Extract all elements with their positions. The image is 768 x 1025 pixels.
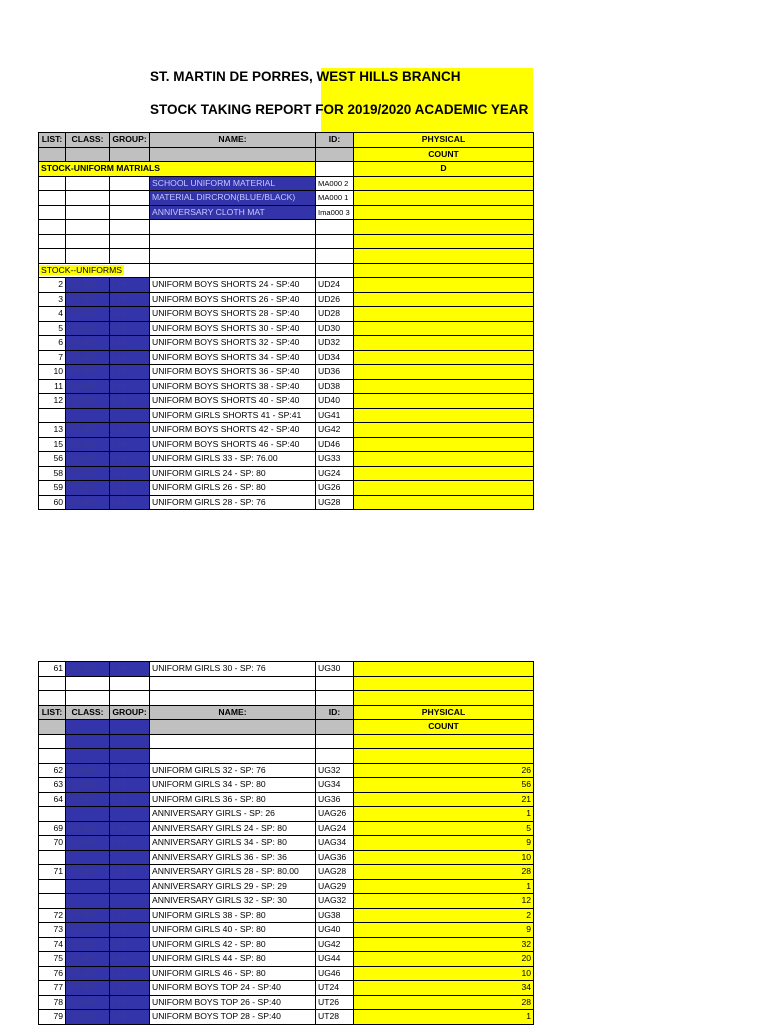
material-name: ANNIVERSARY CLOTH MAT (150, 205, 316, 220)
row-count: 56 (354, 778, 534, 793)
row-group: UNI (110, 292, 150, 307)
row-count (354, 423, 534, 438)
row-group: UNI (110, 966, 150, 981)
table-row (39, 778, 534, 793)
row-class: STORE (66, 937, 110, 952)
header-class: CLASS: (66, 133, 110, 148)
table-row (39, 495, 534, 510)
row-group: UNI (110, 278, 150, 293)
report-subtitle: STOCK TAKING REPORT FOR 2019/2020 ACADEMIC YEAR (150, 102, 529, 117)
row-name: UNIFORM GIRLS 32 - SP: 76 (150, 763, 316, 778)
row-count: 28 (354, 995, 534, 1010)
row-count: 9 (354, 923, 534, 938)
row-name: UNIFORM GIRLS 42 - SP: 80 (150, 937, 316, 952)
row-count (354, 365, 534, 380)
table-row (39, 981, 534, 996)
row-group: UNI (110, 336, 150, 351)
header-name: NAME: (150, 705, 316, 720)
row-name: UNIFORM BOYS SHORTS 38 - SP:40 (150, 379, 316, 394)
row-class: STORE (66, 981, 110, 996)
row-list: 62 (39, 763, 66, 778)
row-group: UNI (110, 995, 150, 1010)
table-row (39, 466, 534, 481)
table-row (39, 937, 534, 952)
row-id: UAG29 (316, 879, 354, 894)
header-id: ID: (316, 705, 354, 720)
row-name: UNIFORM GIRLS 30 - SP: 76 (150, 662, 316, 677)
row-list: 61 (39, 662, 66, 677)
row-count (354, 394, 534, 409)
row-group: UNI (110, 452, 150, 467)
row-id: UG32 (316, 763, 354, 778)
row-group: UNI (110, 481, 150, 496)
blank-row (39, 676, 534, 691)
row-group: UNI (110, 763, 150, 778)
row-name: UNIFORM BOYS SHORTS 42 - SP:40 (150, 423, 316, 438)
row-group: UNI (110, 836, 150, 851)
row-count (354, 379, 534, 394)
header-name: NAME: (150, 133, 316, 148)
row-count (354, 452, 534, 467)
row-class: STORE (66, 821, 110, 836)
row-list: 77 (39, 981, 66, 996)
row-count (354, 350, 534, 365)
row-list: 12 (39, 394, 66, 409)
table-row (39, 437, 534, 452)
row-id: UG41 (316, 408, 354, 423)
row-id: UG40 (316, 923, 354, 938)
row-list: 5 (39, 321, 66, 336)
section-row-materials (39, 162, 534, 177)
row-class: STORE (66, 952, 110, 967)
table-row (39, 394, 534, 409)
row-class: STORE (66, 966, 110, 981)
material-id: MA000 2 (316, 176, 354, 191)
row-id: UG26 (316, 481, 354, 496)
row-list: 70 (39, 836, 66, 851)
row-group: UNI (110, 365, 150, 380)
row-name: ANNIVERSARY GIRLS 29 - SP: 29 (150, 879, 316, 894)
row-class: STORE (66, 466, 110, 481)
row-group: UNI (110, 952, 150, 967)
table-row (39, 807, 534, 822)
blank-row (39, 249, 534, 264)
row-id: UD26 (316, 292, 354, 307)
row-class: STORE (66, 379, 110, 394)
row-count (354, 321, 534, 336)
row-class: STORE (66, 865, 110, 880)
table-row (39, 408, 534, 423)
row-id: UD24 (316, 278, 354, 293)
row-name: UNIFORM GIRLS SHORTS 41 - SP:41 (150, 408, 316, 423)
material-row (39, 176, 534, 191)
row-count: 20 (354, 952, 534, 967)
table-row (39, 452, 534, 467)
row-class: STORE (66, 792, 110, 807)
row-group: UNI (110, 379, 150, 394)
row-count (354, 466, 534, 481)
stock-table-page-1 (38, 132, 534, 510)
row-count (354, 278, 534, 293)
material-name: MATERIAL DIRCRON(BLUE/BLACK) (150, 191, 316, 206)
material-name: SCHOOL UNIFORM MATERIAL (150, 176, 316, 191)
blank-row (39, 734, 534, 749)
row-list (39, 807, 66, 822)
row-id: UG42 (316, 937, 354, 952)
row-count (354, 437, 534, 452)
row-class: STORE (66, 423, 110, 438)
header-physical: PHYSICAL (354, 705, 534, 720)
section-row-uniforms (39, 263, 534, 278)
row-class: STORE (66, 350, 110, 365)
row-id: UAG28 (316, 865, 354, 880)
stock-table-page-2 (38, 661, 534, 1025)
table-row (39, 292, 534, 307)
row-id: UG33 (316, 452, 354, 467)
row-count: 1 (354, 1010, 534, 1025)
row-name: UNIFORM GIRLS 40 - SP: 80 (150, 923, 316, 938)
row-list: 76 (39, 966, 66, 981)
row-class: STORE (66, 995, 110, 1010)
row-group: UNI (110, 821, 150, 836)
table-row (39, 865, 534, 880)
header-row-2 (39, 147, 534, 162)
header-list: LIST: (39, 133, 66, 148)
table-row (39, 879, 534, 894)
table-row (39, 350, 534, 365)
row-class (66, 850, 110, 865)
row-count (354, 292, 534, 307)
row-name: UNIFORM BOYS SHORTS 46 - SP:40 (150, 437, 316, 452)
row-count (354, 408, 534, 423)
section-uniforms: STOCK--UNIFORMS (41, 264, 123, 275)
row-name: ANNIVERSARY GIRLS - SP: 26 (150, 807, 316, 822)
row-group: UNI (110, 423, 150, 438)
row-class: STORE (66, 452, 110, 467)
row-id: UT24 (316, 981, 354, 996)
row-group: UNI (110, 865, 150, 880)
row-count: 2 (354, 908, 534, 923)
row-id: UD38 (316, 379, 354, 394)
row-class: STORE (66, 495, 110, 510)
row-class: STORE (66, 292, 110, 307)
report-title: ST. MARTIN DE PORRES, WEST HILLS BRANCH (150, 69, 461, 84)
table-row (39, 821, 534, 836)
row-class: STORE (66, 763, 110, 778)
row-list (39, 879, 66, 894)
blank-row (39, 691, 534, 706)
row-id: UD46 (316, 437, 354, 452)
row-group (110, 894, 150, 909)
row-class: STORE (66, 662, 110, 677)
row-class: STORE (66, 365, 110, 380)
row-list: 78 (39, 995, 66, 1010)
row-count: 1 (354, 879, 534, 894)
table-row (39, 307, 534, 322)
table-row (39, 1010, 534, 1025)
row-id: UG38 (316, 908, 354, 923)
row-list: 56 (39, 452, 66, 467)
row-list: 6 (39, 336, 66, 351)
row-list: 13 (39, 423, 66, 438)
row-name: UNIFORM BOYS SHORTS 26 - SP:40 (150, 292, 316, 307)
row-list: 64 (39, 792, 66, 807)
table-row (39, 321, 534, 336)
row-group: UNI (110, 495, 150, 510)
row-count (354, 495, 534, 510)
row-id: UG30 (316, 662, 354, 677)
table-row (39, 995, 534, 1010)
row-class (66, 879, 110, 894)
row-name: ANNIVERSARY GIRLS 24 - SP: 80 (150, 821, 316, 836)
row-id: UD30 (316, 321, 354, 336)
row-id: UAG32 (316, 894, 354, 909)
row-class: STORE (66, 437, 110, 452)
row-name: ANNIVERSARY GIRLS 32 - SP: 30 (150, 894, 316, 909)
header-list: LIST: (39, 705, 66, 720)
row-group (110, 408, 150, 423)
row-class: STORE (66, 1010, 110, 1025)
row-list (39, 894, 66, 909)
row-id: UG44 (316, 952, 354, 967)
row-class: STORE (66, 278, 110, 293)
row-name: UNIFORM BOYS SHORTS 24 - SP:40 (150, 278, 316, 293)
row-group: UNI (110, 1010, 150, 1025)
row-id: UG36 (316, 792, 354, 807)
row-list: 79 (39, 1010, 66, 1025)
row-class (66, 894, 110, 909)
row-class: STORE (66, 778, 110, 793)
row-id: UD28 (316, 307, 354, 322)
header-count: COUNT (354, 720, 534, 735)
table-row (39, 662, 534, 677)
row-name: ANNIVERSARY GIRLS 34 - SP: 80 (150, 836, 316, 851)
row-class (66, 807, 110, 822)
row-id: UAG26 (316, 807, 354, 822)
row-list: 69 (39, 821, 66, 836)
row-name: UNIFORM BOYS SHORTS 34 - SP:40 (150, 350, 316, 365)
row-list: 73 (39, 923, 66, 938)
blank-row (39, 234, 534, 249)
row-class: STORE (66, 836, 110, 851)
material-id: MA000 1 (316, 191, 354, 206)
material-id: Ima000 3 (316, 205, 354, 220)
row-id: UG24 (316, 466, 354, 481)
header-physical: PHYSICAL (354, 133, 534, 148)
row-list: 58 (39, 466, 66, 481)
row-class: STORE (66, 481, 110, 496)
blank-row (39, 220, 534, 235)
row-id: UT28 (316, 1010, 354, 1025)
row-count: 10 (354, 850, 534, 865)
table-row (39, 894, 534, 909)
row-group: UNI (110, 321, 150, 336)
row-id: UT26 (316, 995, 354, 1010)
material-row (39, 205, 534, 220)
row-class: STORE (66, 336, 110, 351)
table-row (39, 923, 534, 938)
row-class: STORE (66, 307, 110, 322)
row-name: UNIFORM BOYS SHORTS 36 - SP:40 (150, 365, 316, 380)
row-list: 72 (39, 908, 66, 923)
row-group: UNI (110, 662, 150, 677)
row-id: UAG36 (316, 850, 354, 865)
row-id: UG34 (316, 778, 354, 793)
header-d: D (354, 162, 534, 177)
row-list: 4 (39, 307, 66, 322)
row-id: UD32 (316, 336, 354, 351)
row-group: UNI (110, 307, 150, 322)
table-row (39, 850, 534, 865)
row-list: 60 (39, 495, 66, 510)
row-list: 2 (39, 278, 66, 293)
row-group (110, 850, 150, 865)
row-id: UAG24 (316, 821, 354, 836)
row-name: UNIFORM BOYS SHORTS 40 - SP:40 (150, 394, 316, 409)
blank-row (39, 749, 534, 764)
row-list: 10 (39, 365, 66, 380)
row-count: 5 (354, 821, 534, 836)
row-count: 1 (354, 807, 534, 822)
row-count (354, 307, 534, 322)
row-name: UNIFORM GIRLS 46 - SP: 80 (150, 966, 316, 981)
header-group: GROUP: (110, 705, 150, 720)
row-count: 21 (354, 792, 534, 807)
row-list (39, 850, 66, 865)
table-row (39, 278, 534, 293)
row-count: 28 (354, 865, 534, 880)
row-id: UD34 (316, 350, 354, 365)
table-row (39, 966, 534, 981)
table-row (39, 792, 534, 807)
table-row (39, 836, 534, 851)
row-list: 59 (39, 481, 66, 496)
table-row (39, 336, 534, 351)
row-group: UNI (110, 981, 150, 996)
row-count: 9 (354, 836, 534, 851)
row-list: 74 (39, 937, 66, 952)
row-count: 12 (354, 894, 534, 909)
row-name: UNIFORM BOYS SHORTS 28 - SP:40 (150, 307, 316, 322)
row-list: 63 (39, 778, 66, 793)
row-name: ANNIVERSARY GIRLS 36 - SP: 36 (150, 850, 316, 865)
row-count: 34 (354, 981, 534, 996)
row-id: UG46 (316, 966, 354, 981)
row-id: UG28 (316, 495, 354, 510)
table-row (39, 365, 534, 380)
row-list: 15 (39, 437, 66, 452)
row-name: UNIFORM GIRLS 28 - SP: 76 (150, 495, 316, 510)
row-name: UNIFORM BOYS SHORTS 32 - SP:40 (150, 336, 316, 351)
header-class: CLASS: (66, 705, 110, 720)
section-materials: STOCK-UNIFORM MATRIALS (39, 162, 316, 177)
row-id: UD40 (316, 394, 354, 409)
row-group: UNI (110, 778, 150, 793)
row-count (354, 481, 534, 496)
row-group (110, 879, 150, 894)
table-row (39, 423, 534, 438)
table-row (39, 763, 534, 778)
row-class: STORE (66, 908, 110, 923)
row-list: 75 (39, 952, 66, 967)
row-group: UNI (110, 350, 150, 365)
row-count: 26 (354, 763, 534, 778)
row-list: 3 (39, 292, 66, 307)
row-name: UNIFORM BOYS TOP 24 - SP:40 (150, 981, 316, 996)
header-row-2 (39, 720, 534, 735)
row-name: UNIFORM GIRLS 36 - SP: 80 (150, 792, 316, 807)
row-name: UNIFORM GIRLS 24 - SP: 80 (150, 466, 316, 481)
header-group: GROUP: (110, 133, 150, 148)
row-id: UAG34 (316, 836, 354, 851)
row-count: 10 (354, 966, 534, 981)
row-group: UNI (110, 394, 150, 409)
row-count: 32 (354, 937, 534, 952)
row-name: UNIFORM GIRLS 26 - SP: 80 (150, 481, 316, 496)
row-class: STORE (66, 321, 110, 336)
table-row (39, 952, 534, 967)
header-row (39, 705, 534, 720)
row-class (66, 408, 110, 423)
row-group: UNI (110, 437, 150, 452)
row-name: UNIFORM GIRLS 44 - SP: 80 (150, 952, 316, 967)
material-row (39, 191, 534, 206)
row-list: 7 (39, 350, 66, 365)
row-class: STORE (66, 394, 110, 409)
row-name: UNIFORM BOYS SHORTS 30 - SP:40 (150, 321, 316, 336)
row-name: UNIFORM GIRLS 38 - SP: 80 (150, 908, 316, 923)
header-count: COUNT (354, 147, 534, 162)
row-group: UNI (110, 908, 150, 923)
header-row (39, 133, 534, 148)
row-group (110, 807, 150, 822)
row-id: UD36 (316, 365, 354, 380)
header-id: ID: (316, 133, 354, 148)
row-list: 71 (39, 865, 66, 880)
row-list: 11 (39, 379, 66, 394)
row-name: UNIFORM GIRLS 33 - SP: 76.00 (150, 452, 316, 467)
row-name: UNIFORM BOYS TOP 26 - SP:40 (150, 995, 316, 1010)
table-row (39, 908, 534, 923)
row-group: UNI (110, 792, 150, 807)
row-name: ANNIVERSARY GIRLS 28 - SP: 80.00 (150, 865, 316, 880)
row-group: UNI (110, 937, 150, 952)
row-name: UNIFORM BOYS TOP 28 - SP:40 (150, 1010, 316, 1025)
row-id: UG42 (316, 423, 354, 438)
row-group: UNI (110, 923, 150, 938)
row-group: UNI (110, 466, 150, 481)
row-class: STORE (66, 923, 110, 938)
row-list (39, 408, 66, 423)
row-name: UNIFORM GIRLS 34 - SP: 80 (150, 778, 316, 793)
table-row (39, 481, 534, 496)
table-row (39, 379, 534, 394)
row-count (354, 336, 534, 351)
